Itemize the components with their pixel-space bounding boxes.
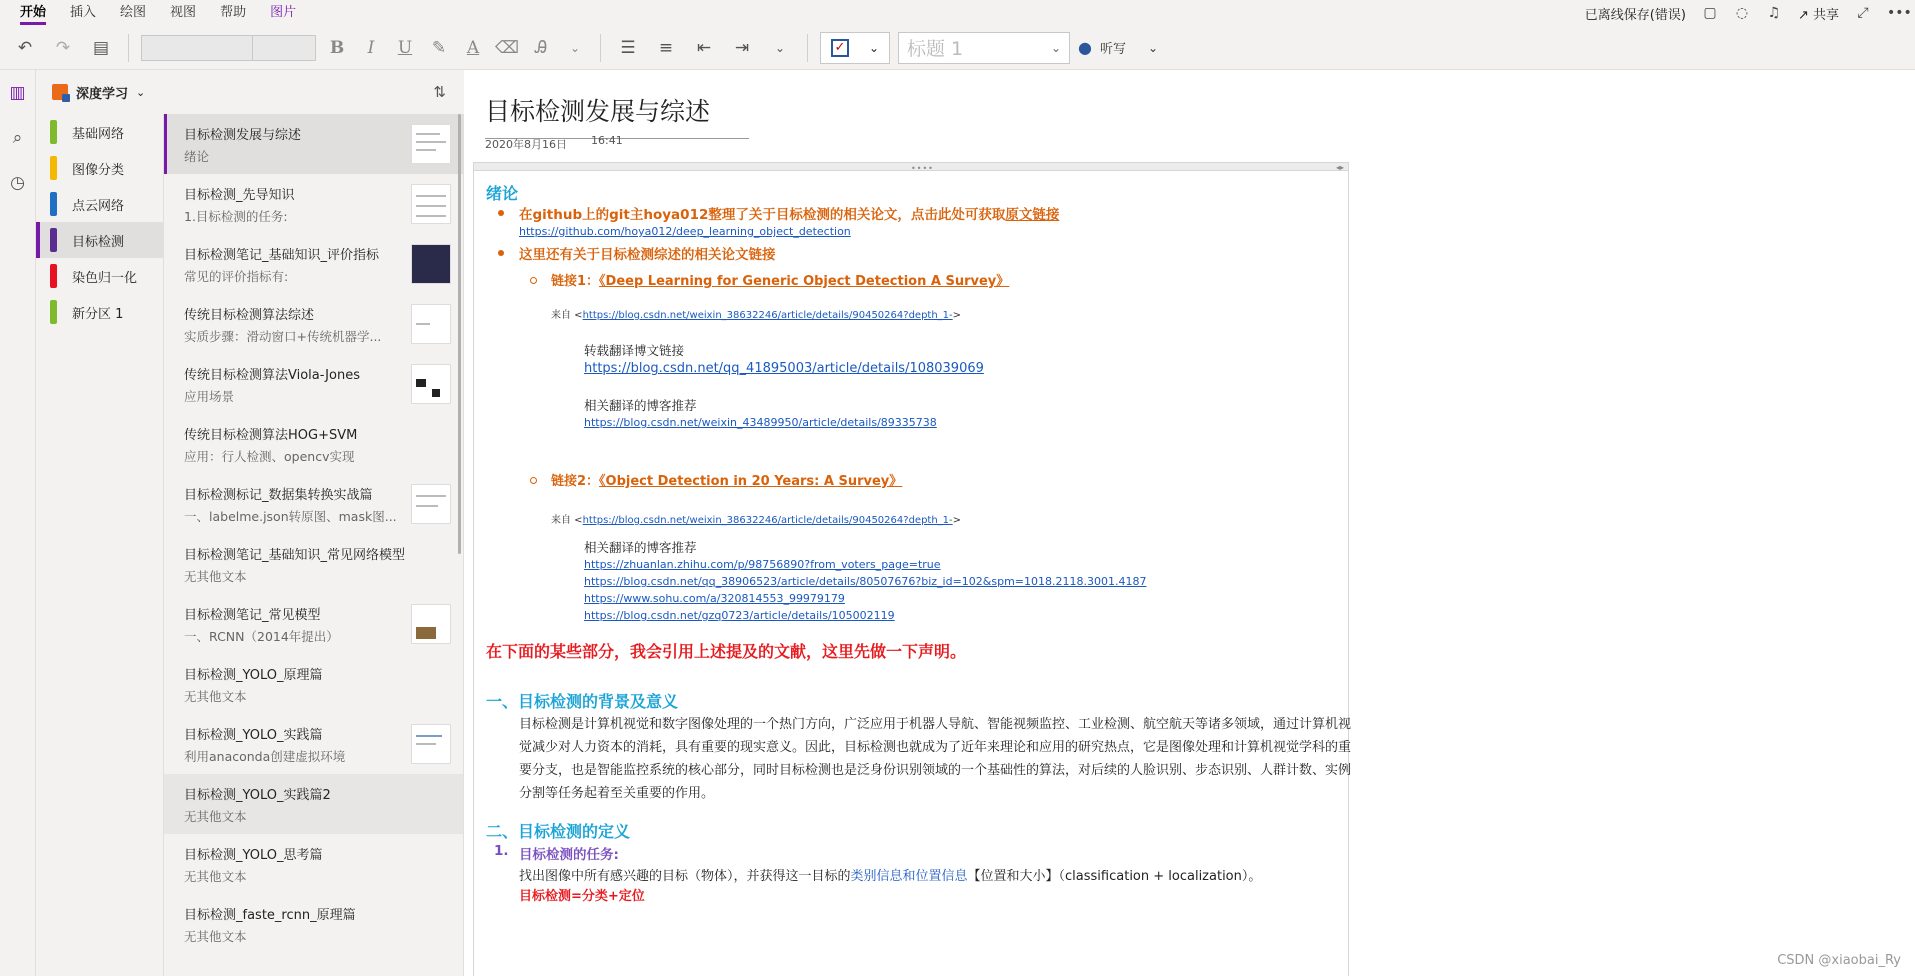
page-title-label: 目标检测_先导知识 [184, 188, 295, 203]
page-title-label: 目标检测_YOLO_实践篇 [184, 728, 323, 743]
page-item[interactable] [164, 774, 463, 834]
page-title[interactable]: 目标检测发展与综述 [485, 92, 749, 139]
bullet-ring [530, 277, 537, 284]
thumbnail-line [416, 735, 442, 737]
task-highlight: 类别信息和位置信息 [850, 869, 968, 884]
page-list-scrollbar[interactable] [458, 114, 461, 554]
indent-icon[interactable]: ⇥ [734, 37, 750, 58]
recent-clock-icon[interactable]: ◷ [10, 172, 25, 193]
page-preview-text: 应用：行人检测、opencv实现 [184, 449, 355, 464]
page-item[interactable] [164, 294, 463, 354]
italic-icon[interactable]: I [367, 37, 375, 58]
redo-icon[interactable]: ↷ [55, 37, 71, 58]
related-link[interactable]: https://zhuanlan.zhihu.com/p/98756890?from_voters_page=true [584, 558, 941, 571]
page-thumbnail [411, 304, 451, 344]
bullet-list-icon[interactable]: ☰ [620, 37, 636, 58]
page-list [164, 114, 464, 976]
font-color-icon[interactable]: A [466, 37, 480, 58]
section-color-swatch [50, 264, 57, 288]
thumbnail-line [416, 133, 440, 135]
page-title-label: 目标检测标记_数据集转换实战篇 [184, 488, 373, 503]
section-color-swatch [50, 120, 57, 144]
link1-label: 链接1： [551, 274, 600, 289]
related-label: 相关翻译的博客推荐 [584, 398, 697, 413]
page-title-label: 目标检测笔记_常见模型 [184, 608, 321, 623]
notebook-name: 深度学习 [76, 86, 129, 102]
expand-icon[interactable]: ⤢ [1857, 5, 1869, 21]
chevron-down-icon: ⌄ [136, 85, 146, 99]
toolbar-divider [807, 34, 808, 62]
resize-handle-icon[interactable]: ◂▸ [1335, 163, 1344, 172]
page-item[interactable] [164, 834, 463, 894]
page-title-label: 目标检测笔记_基础知识_评价指标 [184, 248, 380, 263]
bullet2-text: 这里还有关于目标检测综述的相关论文链接 [519, 247, 776, 263]
reprint-link[interactable]: https://blog.csdn.net/qq_41895003/article/details/108039069 [584, 361, 984, 376]
link1-title[interactable]: 《Deep Learning for Generic Object Detection A Survey》 [599, 274, 1010, 289]
chevron-down-icon: ⌄ [1147, 40, 1159, 55]
underline-icon[interactable]: U [397, 37, 413, 58]
page-preview-text: 应用场景 [184, 389, 235, 404]
font-family-select[interactable] [141, 35, 253, 61]
page-item[interactable] [164, 234, 463, 294]
font-size-select[interactable] [252, 35, 316, 61]
thumbnail-line [416, 323, 430, 325]
clear-format-icon[interactable]: ⌫ [494, 37, 520, 58]
thumbnail-block [432, 389, 440, 397]
source2-line [551, 511, 961, 526]
page-thumbnail [411, 244, 451, 284]
share-button[interactable]: ↗ 共享 [1797, 7, 1839, 23]
numbered-list-icon[interactable]: ≡ [658, 37, 674, 58]
title-bar-actions [1584, 0, 1912, 26]
undo-icon[interactable]: ↶ [17, 37, 33, 58]
bullet-ring [530, 477, 537, 484]
page-preview-text: 利用anaconda创建虚拟环境 [184, 749, 346, 764]
bold-icon[interactable]: B [329, 37, 345, 58]
citation-statement: 在下面的某些部分，我会引用上述提及的文献，这里先做一下声明。 [486, 642, 967, 661]
reprint-label: 转载翻译博文链接 [584, 343, 685, 358]
notebook-icon [52, 84, 68, 100]
section-item-point-cloud[interactable] [36, 186, 163, 222]
page-title-label: 目标检测发展与综述 [184, 128, 302, 143]
source1-line [551, 306, 961, 321]
thumbnail-line [416, 141, 446, 143]
page-item[interactable] [164, 354, 463, 414]
lightbulb-icon[interactable]: ◌ [1735, 5, 1749, 21]
page-preview-text: 一、labelme.json转原图、mask图... [184, 509, 397, 524]
page-item[interactable] [164, 594, 463, 654]
note-canvas[interactable] [465, 70, 1915, 976]
source-suffix: > [952, 310, 962, 321]
drag-grip-icon[interactable]: •••• [911, 164, 934, 173]
share-label: 共享 [1812, 7, 1839, 23]
link2-label: 链接2： [551, 474, 600, 489]
link2-line [551, 470, 902, 489]
notebook-selector[interactable] [36, 70, 464, 114]
section-label: 图像分类 [72, 162, 125, 178]
section-item-stain-normalization[interactable] [36, 258, 163, 294]
page-item[interactable] [164, 474, 463, 534]
task-description [519, 865, 1261, 884]
page-title-label: 目标检测_faste_rcnn_原理篇 [184, 908, 356, 923]
section-label: 基础网络 [72, 126, 125, 142]
source-prefix: 来自 < [551, 310, 583, 321]
page-item[interactable] [164, 114, 463, 174]
detection-formula: 目标检测=分类+定位 [519, 889, 645, 904]
page-date: 2020年8月16日 [485, 138, 567, 151]
section-color-swatch [50, 300, 57, 324]
section-color-swatch [50, 192, 57, 216]
navigation-rail [0, 70, 36, 976]
link1-line [551, 270, 1009, 289]
tab-view[interactable]: 视图 [170, 5, 197, 20]
chevron-down-icon: ⌄ [868, 40, 880, 55]
page-title-label: 目标检测笔记_基础知识_常见网络模型 [184, 548, 406, 563]
section-item-new-section[interactable] [36, 294, 163, 330]
dictate-button[interactable] [1078, 38, 1158, 57]
section-item-basic-networks[interactable] [36, 114, 163, 150]
page-title-label: 传统目标检测算法综述 [184, 308, 315, 323]
tab-home[interactable]: 开始 [8, 0, 58, 26]
intro-heading: 绪论 [486, 184, 519, 203]
page-thumbnail [411, 724, 451, 764]
section-list [36, 114, 164, 976]
section2-heading: 二、目标检测的定义 [486, 822, 631, 841]
section-item-object-detection[interactable] [36, 222, 163, 258]
section1-heading: 一、目标检测的背景及意义 [486, 692, 679, 711]
related-link[interactable]: https://blog.csdn.net/qq_38906523/article/details/80507676?biz_id=102&spm=1018.2118.3001.4187 [584, 575, 1147, 588]
thumbnail-line [416, 205, 446, 207]
page-item[interactable] [164, 414, 463, 474]
ribbon-tabs [0, 0, 1915, 26]
thumbnail-block [416, 627, 436, 639]
notebook-view-icon[interactable]: ▢ [1703, 5, 1717, 21]
related2-label: 相关翻译的博客推荐 [584, 540, 697, 555]
page-preview-text: 绪论 [184, 149, 210, 164]
toolbar-divider [128, 34, 129, 62]
section-color-swatch [50, 156, 57, 180]
task-text-a: 找出图像中所有感兴趣的目标（物体），并获得这一目标的 [519, 869, 851, 884]
page-preview-text: 无其他文本 [184, 809, 247, 824]
page-title-label: 传统目标检测算法Viola-Jones [184, 368, 360, 383]
task-text-b: 【位置和大小】（classification + localization）。 [967, 869, 1262, 884]
section-label: 新分区 1 [72, 306, 124, 322]
page-preview-text: 一、RCNN（2014年提出） [184, 629, 339, 644]
page-item[interactable] [164, 894, 463, 954]
notebooks-icon[interactable]: ▥ [9, 82, 26, 103]
page-title-label: 传统目标检测算法HOG+SVM [184, 428, 358, 443]
section1-paragraph: 目标检测是计算机视觉和数字图像处理的一个热门方向，广泛应用于机器人导航、智能视频监控、工业检测、航空航天等诸多领域，通过计算机视觉减少对人力资本的消耗，具有重要的现实意义。因此，目标检测也就成为了近年来理论和应用的研究热点，它是图像处理和计算机视觉学科的重要分支，也是智能监控系统的核心部分，同时目标检测也是泛身份识别领域的一个基础性的算法，对后续的人脸识别、步态识别、人群计数、实例分割等任务起着至关重要的作用。 [519, 717, 1352, 801]
page-title-label: 目标检测_YOLO_原理篇 [184, 668, 323, 683]
section-color-swatch [50, 228, 57, 252]
related-link[interactable]: https://blog.csdn.net/gzq0723/article/details/105002119 [584, 609, 895, 622]
section-label: 点云网络 [72, 198, 125, 214]
thumbnail-line [416, 195, 446, 197]
page-preview-text: 无其他文本 [184, 569, 247, 584]
page-thumbnail [411, 184, 451, 224]
page-preview-text: 1.目标检测的任务: [184, 209, 288, 224]
page-thumbnail [411, 604, 451, 644]
page-preview-text: 无其他文本 [184, 929, 247, 944]
section-label: 染色归一化 [72, 270, 138, 286]
page-preview-text: 无其他文本 [184, 869, 247, 884]
sync-status[interactable]: 已离线保存(错误) [1584, 7, 1686, 23]
task-number: 1. [494, 843, 509, 859]
link2-title[interactable]: 《Object Detection in 20 Years: A Survey》 [599, 474, 903, 489]
page-preview-text: 实质步骤：滑动窗口+传统机器学... [184, 329, 382, 344]
thumbnail-block [416, 379, 426, 387]
related-link[interactable]: https://blog.csdn.net/weixin_43489950/article/details/89335738 [584, 416, 937, 429]
clipboard-icon[interactable]: ▤ [92, 37, 110, 58]
text-style-icon[interactable]: Ꭿ [534, 37, 548, 58]
chevron-down-icon[interactable]: ⌄ [774, 40, 786, 55]
note-container[interactable] [473, 162, 1352, 976]
tab-insert[interactable]: 插入 [70, 5, 97, 20]
bullet-dot [498, 250, 504, 256]
style-value: 标题 1 [907, 38, 964, 60]
page-thumbnail [411, 364, 451, 404]
outdent-icon[interactable]: ⇤ [696, 37, 712, 58]
todo-tag-select[interactable] [820, 32, 890, 64]
more-options-icon[interactable]: ••• [1887, 5, 1912, 21]
home-toolbar [0, 26, 1915, 70]
search-icon[interactable]: ⌕ [12, 127, 23, 148]
thumbnail-line [416, 215, 446, 217]
thumbnail-line [416, 743, 436, 745]
toolbar-divider [600, 34, 601, 62]
thumbnail-line [416, 505, 438, 507]
checkbox-icon: ✓ [831, 39, 849, 57]
section-label: 目标检测 [72, 234, 125, 250]
sort-pages-icon[interactable]: ⇅ [433, 83, 446, 101]
github-link[interactable]: https://github.com/hoya012/deep_learning_object_detection [519, 225, 851, 238]
highlight-icon[interactable]: ✎ [431, 37, 447, 58]
tab-draw[interactable]: 绘图 [120, 5, 147, 20]
page-thumbnail [411, 124, 451, 164]
page-item[interactable] [164, 534, 463, 594]
bullet-dot [498, 210, 504, 216]
page-time: 16:41 [591, 134, 623, 147]
tab-help[interactable]: 帮助 [220, 5, 247, 20]
task-label: 目标检测的任务: [519, 847, 619, 863]
original-link[interactable]: 原文链接 [1005, 207, 1060, 223]
page-item[interactable] [164, 174, 463, 234]
related-link[interactable]: https://www.sohu.com/a/320814553_99979179 [584, 592, 845, 605]
bullet1-line [519, 203, 1059, 223]
thumbnail-line [416, 495, 446, 497]
section-item-image-classification[interactable] [36, 150, 163, 186]
thumbnail-line [416, 149, 436, 151]
chevron-down-icon: ⌄ [1050, 40, 1061, 55]
page-item[interactable] [164, 654, 463, 714]
bell-icon[interactable]: ♫ [1767, 5, 1781, 21]
chevron-down-icon[interactable]: ⌄ [569, 40, 581, 55]
paragraph-style-select[interactable] [898, 32, 1070, 64]
page-item[interactable] [164, 714, 463, 774]
source-prefix: 来自 < [551, 515, 583, 526]
bullet1-text: 在github上的git主hoya012整理了关于目标检测的相关论文，点击此处可获取 [519, 207, 1006, 223]
tab-picture[interactable]: 图片 [270, 5, 297, 20]
page-title-label: 目标检测_YOLO_思考篇 [184, 848, 323, 863]
source2-link[interactable]: https://blog.csdn.net/weixin_38632246/article/details/90450264?depth_1- [582, 515, 953, 526]
microphone-icon: ● [1078, 38, 1092, 57]
source1-link[interactable]: https://blog.csdn.net/weixin_38632246/article/details/90450264?depth_1- [582, 310, 953, 321]
page-title-label: 目标检测_YOLO_实践篇2 [184, 788, 331, 803]
source-suffix: > [952, 515, 962, 526]
dictate-label: 听写 [1099, 42, 1126, 57]
page-preview-text: 无其他文本 [184, 689, 247, 704]
watermark: CSDN @xiaobai_Ry [1777, 953, 1901, 968]
page-thumbnail [411, 484, 451, 524]
page-preview-text: 常见的评价指标有: [184, 269, 289, 284]
container-handle[interactable] [474, 163, 1348, 171]
